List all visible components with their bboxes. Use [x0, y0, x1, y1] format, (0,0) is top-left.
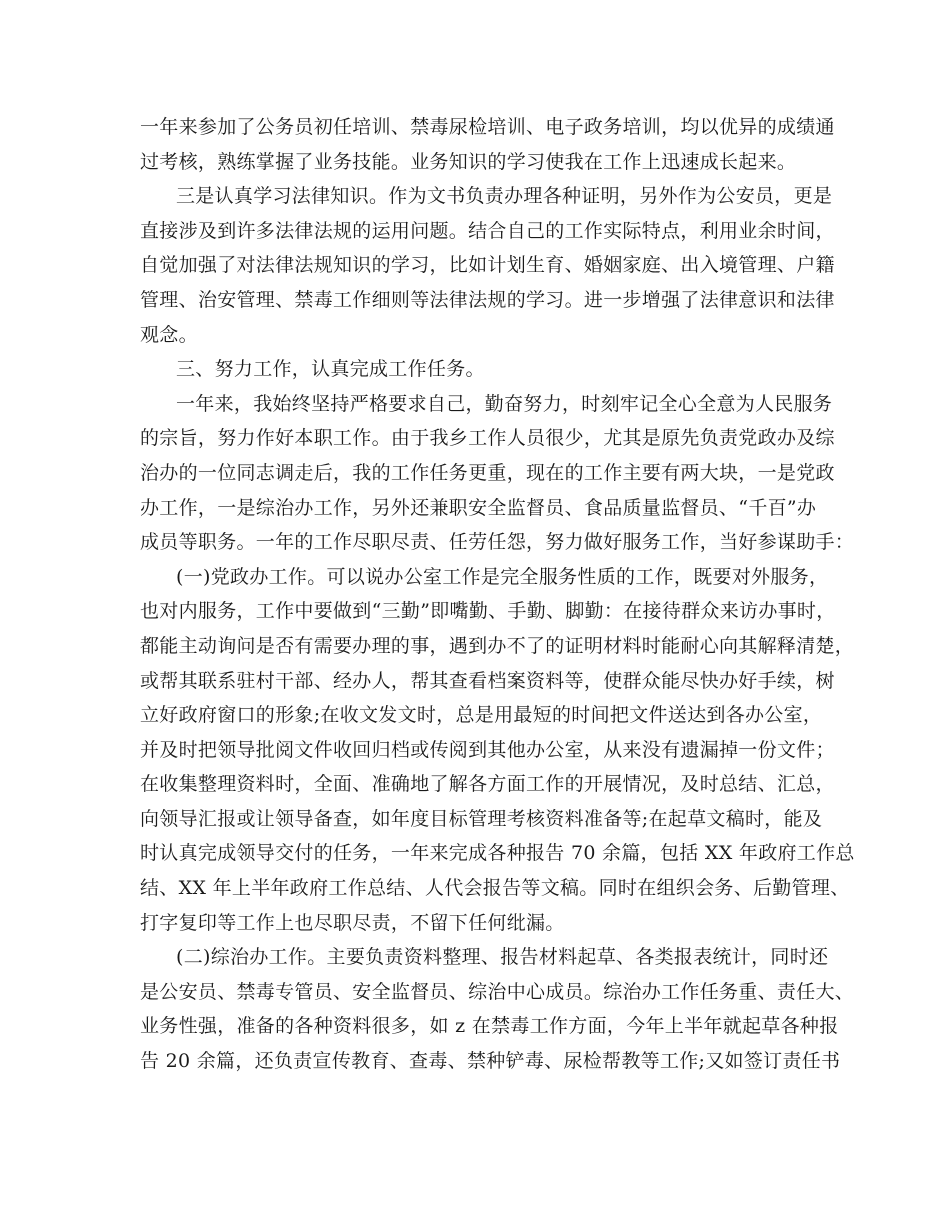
text-line: 结、XX 年上半年政府工作总结、人代会报告等文稿。同时在组织会务、后勤管理、 [140, 877, 850, 900]
text-line: 观念。 [140, 323, 198, 346]
text-line: 时认真完成领导交付的任务，一年来完成各种报告 70 余篇，包括 XX 年政府工作总 [140, 842, 855, 865]
text-line: 办工作，一是综治办工作，另外还兼职安全监督员、食品质量监督员、“千百”办 [140, 496, 817, 519]
paragraph-first-line: (二)综治办工作。主要负责资料整理、报告材料起草、各类报表统计，同时还 [176, 946, 829, 969]
text-line: 管理、治安管理、禁毒工作细则等法律法规的学习。进一步增强了法律意识和法律 [140, 288, 835, 311]
text-line: 过考核，熟练掌握了业务技能。业务知识的学习使我在工作上迅速成长起来。 [140, 150, 797, 173]
text-line: 都能主动询问是否有需要办理的事，遇到办不了的证明材料时能耐心向其解释清楚， [140, 634, 855, 657]
text-line: 或帮其联系驻村干部、经办人，帮其查看档案资料等，使群众能尽快办好手续，树 [140, 669, 835, 692]
text-line: 也对内服务，工作中要做到“三勤”即嘴勤、手勤、脚勤：在接待群众来访办事时， [140, 600, 836, 623]
paragraph-first-line: 三、努力工作，认真完成工作任务。 [176, 358, 485, 381]
paragraph-first-line: (一)党政办工作。可以说办公室工作是完全服务性质的工作，既要对外服务， [176, 565, 829, 588]
document-body [140, 110, 855, 1079]
text-line: 直接涉及到许多法律法规的运用问题。结合自己的工作实际特点，利用业余时间， [140, 219, 835, 242]
text-line: 并及时把领导批阅文件收回归档或传阅到其他办公室，从来没有遗漏掉一份文件； [140, 738, 835, 761]
text-line: 治办的一位同志调走后，我的工作任务更重，现在的工作主要有两大块，一是党政 [140, 461, 835, 484]
text-line: 自觉加强了对法律法规知识的学习，比如计划生育、婚姻家庭、出入境管理、户籍 [140, 254, 835, 277]
text-line: 在收集整理资料时，全面、准确地了解各方面工作的开展情况，及时总结、汇总， [140, 773, 835, 796]
text-line: 立好政府窗口的形象;在收文发文时，总是用最短的时间把文件送达到各办公室， [140, 704, 823, 727]
text-line: 成员等职务。一年的工作尽职尽责、任劳任怨，努力做好服务工作，当好参谋助手： [140, 531, 855, 554]
paragraph-first-line: 一年来，我始终坚持严格要求自己，勤奋努力，时刻牢记全心全意为人民服务 [176, 392, 833, 415]
text-line: 告 20 余篇，还负责宣传教育、查毒、禁种铲毒、尿检帮教等工作;又如签订责任书 [140, 1050, 841, 1073]
text-line: 的宗旨，努力作好本职工作。由于我乡工作人员很少，尤其是原先负责党政办及综 [140, 427, 835, 450]
text-line: 打字复印等工作上也尽职尽责，不留下任何纰漏。 [140, 911, 565, 934]
text-line: 业务性强，准备的各种资料很多，如 z 在禁毒工作方面，今年上半年就起草各种报 [140, 1015, 839, 1038]
text-line: 是公安员、禁毒专管员、安全监督员、综治中心成员。综治办工作任务重、责任大、 [140, 980, 855, 1003]
text-line: 向领导汇报或让领导备查，如年度目标管理考核资料准备等;在起草文稿时，能及 [140, 807, 823, 830]
paragraph-first-line: 三是认真学习法律知识。作为文书负责办理各种证明，另外作为公安员，更是 [176, 185, 833, 208]
text-line: 一年来参加了公务员初任培训、禁毒尿检培训、电子政务培训，均以优异的成绩通 [140, 116, 835, 138]
